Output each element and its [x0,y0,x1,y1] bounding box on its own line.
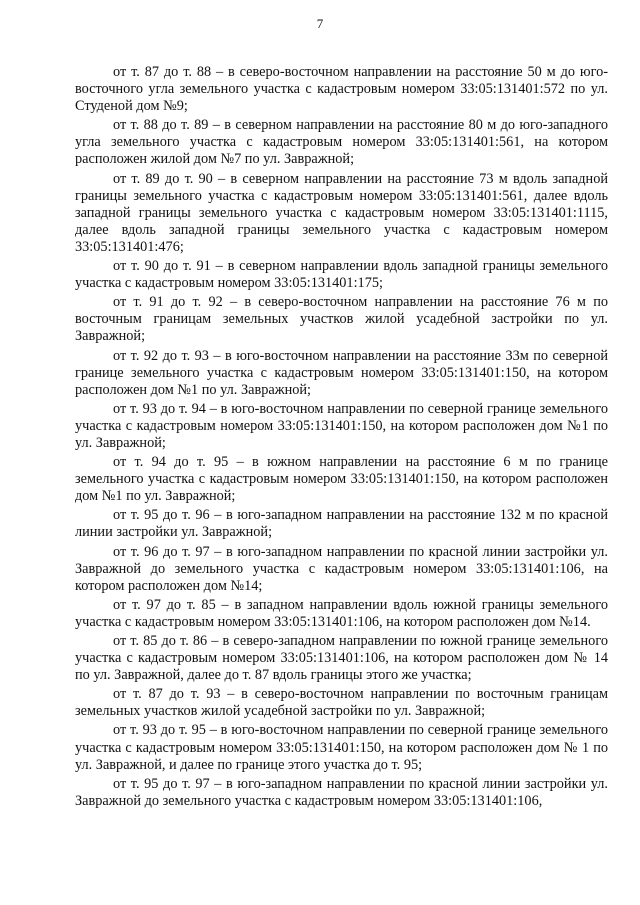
paragraph-14: от т. 93 до т. 95 – в юго-восточном направлении по северной границе земельного участка с кадастровым номером 33:05:131401:150, на котором расположен дом № 1 по ул. Завражной, и далее по границе этого участка до т. 95; [75,722,608,773]
paragraph-11: от т. 97 до т. 85 – в западном направлении вдоль южной границы земельного участка с кадастровым номером 33:05:131401:106, на котором расположен дом №14. [75,596,608,630]
paragraph-7: от т. 93 до т. 94 – в юго-восточном направлении по северной границе земельного участка с кадастровым номером 33:05:131401:150, на котором расположен дом №1 по ул. Завражной; [75,400,608,451]
document-body [75,64,608,812]
paragraph-10: от т. 96 до т. 97 – в юго-западном направлении по красной линии застройки ул. Завражной до земельного участка с кадастровым номером 33:05:131401:106, на котором расположен дом №14; [75,543,608,594]
paragraph-6: от т. 92 до т. 93 – в юго-восточном направлении на расстояние 33м по северной границе земельного участка с кадастровым номером 33:05:131401:150, на котором расположен дом №1 по ул. Завражной; [75,347,608,398]
paragraph-9: от т. 95 до т. 96 – в юго-западном направлении на расстояние 132 м по красной линии застройки ул. Завражной; [75,507,608,541]
paragraph-12: от т. 85 до т. 86 – в северо-западном направлении по южной границе земельного участка с кадастровым номером 33:05:131401:106, на котором расположен дом № 14 по ул. Завражной, далее до т. 87 вдоль границы этого же участка; [75,633,608,684]
paragraph-4: от т. 90 до т. 91 – в северном направлении вдоль западной границы земельного участка с кадастровым номером 33:05:131401:175; [75,258,608,292]
paragraph-13: от т. 87 до т. 93 – в северо-восточном направлении по восточным границам земельных участков жилой усадебной застройки по ул. Завражной; [75,686,608,720]
paragraph-1: от т. 87 до т. 88 – в северо-восточном направлении на расстояние 50 м до юго-восточного угла земельного участка с кадастровым номером 33:05:131401:572 по ул. Студеной дом №9; [75,64,608,115]
paragraph-8: от т. 94 до т. 95 – в южном направлении на расстояние 6 м по границе земельного участка с кадастровым номером 33:05:131401:150, на котором расположен дом №1 по ул. Завражной; [75,454,608,505]
paragraph-5: от т. 91 до т. 92 – в северо-восточном направлении на расстояние 76 м по восточным границам земельных участков жилой усадебной застройки по ул. Завражной; [75,294,608,345]
paragraph-2: от т. 88 до т. 89 – в северном направлении на расстояние 80 м до юго-западного угла земельного участка с кадастровым номером 33:05:131401:561, на котором расположен жилой дом №7 по ул. Завражной; [75,117,608,168]
paragraph-3: от т. 89 до т. 90 – в северном направлении на расстояние 73 м вдоль западной границы земельного участка с кадастровым номером 33:05:131401:561, далее вдоль западной границы земельного участка с кадастровым номером 33:05:131401:1115, далее вдоль западной границы земельного участка с кадастровым номером 33:05:131401:476; [75,170,608,255]
paragraph-15: от т. 95 до т. 97 – в юго-западном направлении по красной линии застройки ул. Завражной до земельного участка с кадастровым номером 33:05:131401:106, [75,775,608,809]
page-number: 7 [316,16,324,31]
